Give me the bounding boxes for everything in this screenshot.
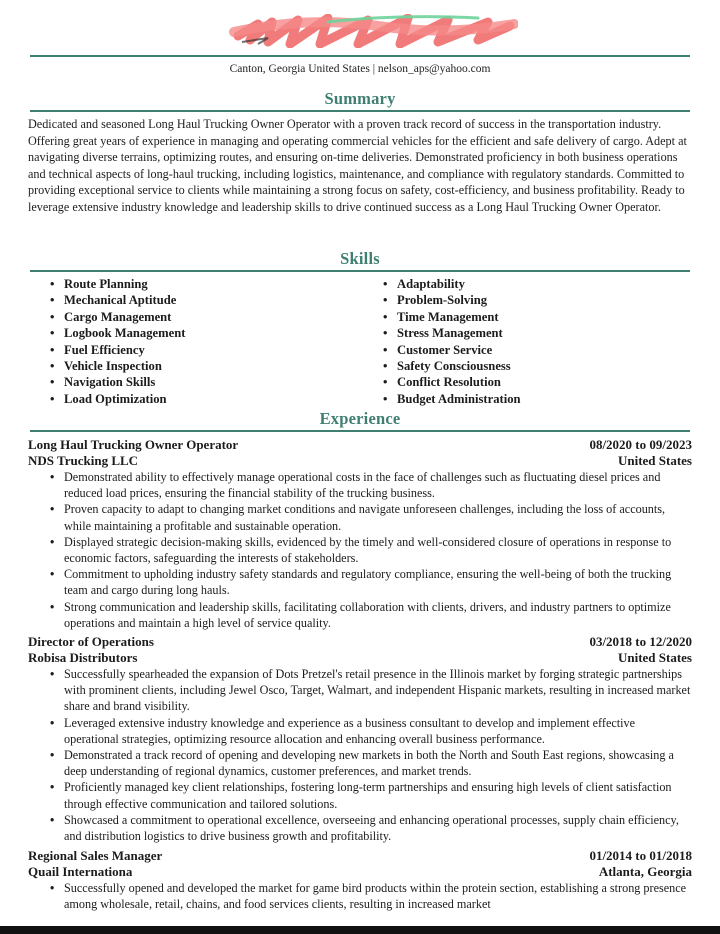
skill-item: • Safety Consciousness bbox=[381, 358, 521, 374]
job-bullet: • Proven capacity to adapt to changing market conditions and navigate unforeseen challenges, including the loss of accounts, while maintaining a profitable and sustainable operation. bbox=[48, 501, 692, 533]
job-bullet: • Displayed strategic decision-making skills, evidenced by the timely and well-considered closure of operations in response to economic factors, safeguarding the interests of stakeholders. bbox=[48, 534, 692, 566]
job-bullet: • Showcased a commitment to operational excellence, overseeing and enhancing operational processes, supply chain efficiency, and distribution logistics to drive business growth and profitability. bbox=[48, 812, 692, 844]
skills-left-column bbox=[48, 276, 185, 407]
job-bullet: • Demonstrated ability to effectively manage operational costs in the face of challenges such as fluctuating diesel prices and reduced load prices, ensuring the financial stability of the trucking business. bbox=[48, 469, 692, 501]
skills-rule bbox=[30, 270, 690, 272]
job-bullet: • Strong communication and leadership skills, facilitating collaboration with clients, drivers, and industry partners to optimize operations and maintain a high level of service quality. bbox=[48, 599, 692, 631]
job-title: Long Haul Trucking Owner Operator bbox=[28, 437, 239, 452]
skill-item: • Cargo Management bbox=[48, 309, 185, 325]
skills-heading: Skills bbox=[340, 249, 380, 268]
summary-heading: Summary bbox=[324, 89, 396, 108]
skill-item: • Route Planning bbox=[48, 276, 185, 292]
skill-item: • Mechanical Aptitude bbox=[48, 292, 185, 308]
job-3-bullets bbox=[48, 880, 692, 912]
skill-item: • Customer Service bbox=[381, 342, 521, 358]
skill-item: • Stress Management bbox=[381, 325, 521, 341]
summary-rule bbox=[30, 110, 690, 112]
job-title: Director of Operations bbox=[28, 634, 154, 649]
contact-line: Canton, Georgia United States | nelson_aps@yahoo.com bbox=[229, 63, 491, 75]
header-rule bbox=[30, 55, 690, 57]
skill-item: • Vehicle Inspection bbox=[48, 358, 185, 374]
job-company: NDS Trucking LLC bbox=[28, 453, 139, 468]
skill-item: • Fuel Efficiency bbox=[48, 342, 185, 358]
skills-right-column bbox=[381, 276, 521, 407]
job-title: Regional Sales Manager bbox=[28, 848, 163, 863]
skill-item: • Time Management bbox=[381, 309, 521, 325]
job-dates: 08/2020 to 09/2023 bbox=[589, 437, 692, 452]
job-2-company-row bbox=[28, 650, 692, 667]
job-company: Quail Internationa bbox=[28, 864, 133, 879]
job-dates: 01/2014 to 01/2018 bbox=[589, 848, 692, 863]
job-2-bullets bbox=[48, 666, 692, 844]
job-location: Atlanta, Georgia bbox=[598, 864, 692, 879]
job-1-company-row bbox=[28, 453, 692, 470]
job-3-title-row bbox=[28, 848, 692, 865]
job-bullet: • Commitment to upholding industry safety standards and regulatory compliance, ensuring the well-being of both the trucking team and cargo during long hauls. bbox=[48, 566, 692, 598]
summary-text: Dedicated and seasoned Long Haul Trucking Owner Operator with a proven track record of success in the transportation industry. Offering great years of experience in managing and operating commercial vehicles for the efficient and safe delivery of cargo. Adept at navigating diverse terrains, optimizing routes, and ensuring on-time deliveries. Demonstrated proficiency in both business operations and technical aspects of long-haul trucking, including logistics, maintenance, and compliance with regulatory standards. Committed to providing exceptional service to clients while maintaining a strong focus on safety, cost-efficiency, and business profitability. Ready to leverage extensive industry knowledge and leadership skills to drive continued success as a Long Haul Trucking Owner Operator. bbox=[28, 117, 687, 214]
skill-item: • Conflict Resolution bbox=[381, 374, 521, 390]
skill-item: • Problem-Solving bbox=[381, 292, 521, 308]
skill-item: • Load Optimization bbox=[48, 391, 185, 407]
job-bullet: • Leveraged extensive industry knowledge and experience as a business consultant to develop and implement effective operational strategies, optimizing resource allocation and enhancing overall business performance. bbox=[48, 715, 692, 747]
skill-item: • Navigation Skills bbox=[48, 374, 185, 390]
experience-heading: Experience bbox=[319, 409, 401, 428]
job-dates: 03/2018 to 12/2020 bbox=[589, 634, 692, 649]
job-bullet: • Demonstrated a track record of opening and developing new markets in both the North and South East regions, showcasing a deep understanding of regional dynamics, customer preferences, and market trends. bbox=[48, 747, 692, 779]
experience-rule bbox=[30, 430, 690, 432]
job-bullet: • Successfully opened and developed the market for game bird products within the protein section, establishing a strong presence among wholesale, retail, chains, and food services clients, resulting in increased market bbox=[48, 880, 692, 912]
job-3-company-row bbox=[28, 864, 692, 881]
job-company: Robisa Distributors bbox=[28, 650, 138, 665]
job-bullet: • Proficiently managed key client relationships, fostering long-term partnerships and ensuring high levels of client satisfaction through effective communication and tailored solutions. bbox=[48, 779, 692, 811]
skill-item: • Adaptability bbox=[381, 276, 521, 292]
skill-item: • Budget Administration bbox=[381, 391, 521, 407]
job-location: United States bbox=[617, 650, 692, 665]
screen-edge-bar bbox=[0, 926, 720, 934]
skill-item: • Logbook Management bbox=[48, 325, 185, 341]
job-bullet: • Successfully spearheaded the expansion of Dots Pretzel's retail presence in the Illinois market by forging strategic partnerships with prominent clients, including Jewel Osco, Target, Walmart, and independent Hispanic markets, resulting in increased market share and brand visibility. bbox=[48, 666, 692, 715]
job-1-title-row bbox=[28, 437, 692, 454]
job-location: United States bbox=[617, 453, 692, 468]
redacted-name-scribble bbox=[228, 14, 518, 48]
job-1-bullets bbox=[48, 469, 692, 631]
job-2-title-row bbox=[28, 634, 692, 651]
